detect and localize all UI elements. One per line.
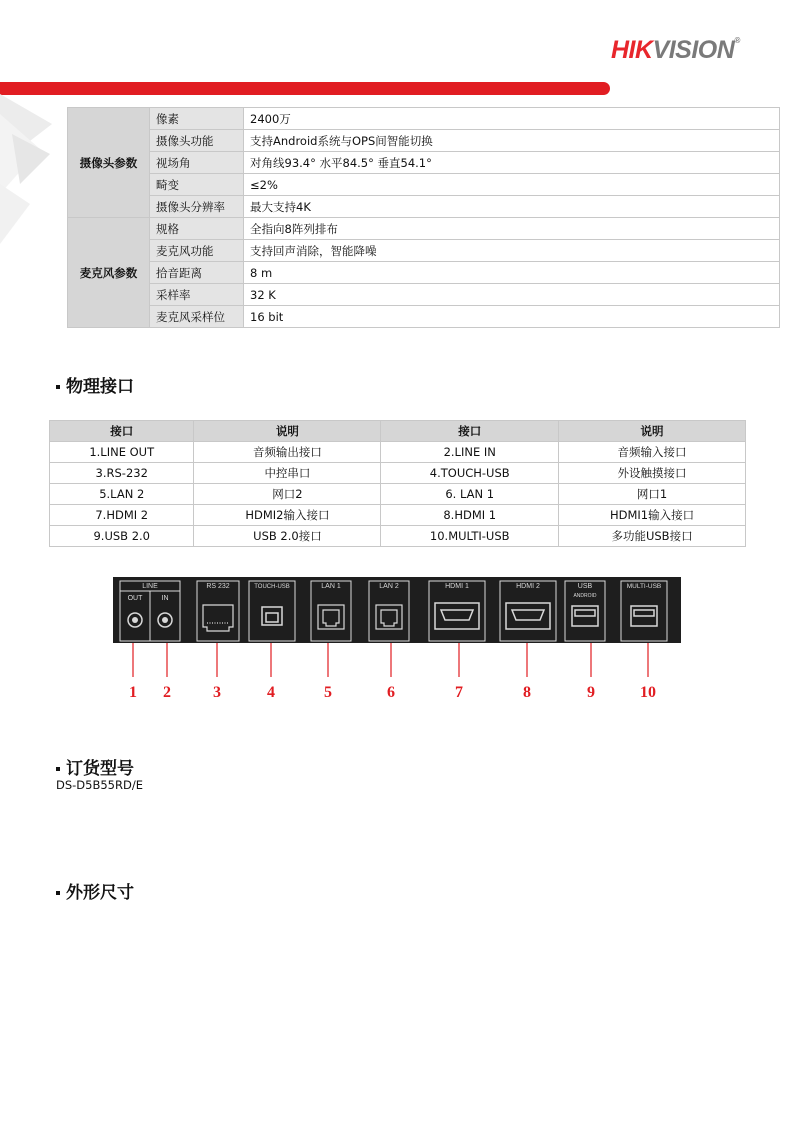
- label-android: ANDROID: [573, 593, 597, 599]
- label-lan1: LAN 1: [321, 583, 341, 590]
- section-title-order: 订货型号: [56, 754, 134, 779]
- interface-cell: 5.LAN 2: [50, 484, 194, 505]
- decorative-triangle-pattern: [0, 94, 60, 254]
- interface-cell: 网口2: [194, 484, 381, 505]
- interface-row: [50, 463, 746, 484]
- spec-row: [68, 284, 780, 306]
- interface-cell: HDMI1输入接口: [559, 505, 746, 526]
- interface-cell: 2.LINE IN: [381, 442, 559, 463]
- interface-header-cell: 接口: [381, 421, 559, 442]
- interface-header-cell: 接口: [50, 421, 194, 442]
- port-number-4: 4: [267, 684, 275, 701]
- label-hdmi1: HDMI 1: [445, 583, 469, 590]
- label-touch-usb: TOUCH-USB: [254, 584, 290, 590]
- interface-cell: 多功能USB接口: [559, 526, 746, 547]
- interface-cell: 9.USB 2.0: [50, 526, 194, 547]
- spec-row: [68, 130, 780, 152]
- spec-group-label: 摄像头参数: [68, 108, 150, 218]
- interface-header-cell: 说明: [559, 421, 746, 442]
- label-multi-usb: MULTI-USB: [626, 583, 662, 590]
- spec-param-name: 规格: [150, 218, 244, 240]
- spec-row: [68, 108, 780, 130]
- interface-cell: 4.TOUCH-USB: [381, 463, 559, 484]
- interface-row: [50, 442, 746, 463]
- interface-table: [49, 420, 746, 547]
- port-number-5: 5: [324, 684, 332, 701]
- spec-group-label: 麦克风参数: [68, 218, 150, 328]
- spec-param-value: 16 bit: [244, 306, 780, 328]
- spec-param-value: 全指向8阵列排布: [244, 218, 780, 240]
- label-in: IN: [161, 595, 169, 602]
- spec-param-value: 最大支持4K: [244, 196, 780, 218]
- label-hdmi2: HDMI 2: [516, 583, 540, 590]
- interface-cell: 7.HDMI 2: [50, 505, 194, 526]
- order-model-value: DS-D5B55RD/E: [56, 778, 143, 792]
- label-usb: USB: [577, 583, 593, 590]
- label-out: OUT: [127, 595, 143, 602]
- interface-cell: 外设触摸接口: [559, 463, 746, 484]
- port-number-8: 8: [523, 684, 531, 701]
- spec-param-value: ≤2%: [244, 174, 780, 196]
- interface-header-cell: 说明: [194, 421, 381, 442]
- spec-row: [68, 262, 780, 284]
- port-number-10: 10: [640, 684, 656, 701]
- section-title-dimensions: 外形尺寸: [56, 878, 134, 903]
- hikvision-logo: HIKVISION®: [611, 36, 740, 64]
- interface-cell: 音频输出接口: [194, 442, 381, 463]
- spec-param-value: 支持回声消除，智能降噪: [244, 240, 780, 262]
- spec-row: [68, 174, 780, 196]
- label-line: LINE: [142, 583, 158, 590]
- interface-row: [50, 526, 746, 547]
- interface-cell: 音频输入接口: [559, 442, 746, 463]
- spec-param-name: 畸变: [150, 174, 244, 196]
- spec-param-value: 32 K: [244, 284, 780, 306]
- spec-param-name: 拾音距离: [150, 262, 244, 284]
- label-rs232: RS 232: [206, 583, 230, 590]
- port-number-9: 9: [587, 684, 595, 701]
- interface-cell: 6. LAN 1: [381, 484, 559, 505]
- interface-cell: 网口1: [559, 484, 746, 505]
- port-number-1: 1: [129, 684, 137, 701]
- spec-row: [68, 240, 780, 262]
- interface-cell: 8.HDMI 1: [381, 505, 559, 526]
- spec-param-name: 麦克风功能: [150, 240, 244, 262]
- spec-table: [67, 107, 780, 328]
- spec-param-value: 8 m: [244, 262, 780, 284]
- port-number-2: 2: [163, 684, 171, 701]
- spec-row: [68, 152, 780, 174]
- interface-cell: 3.RS-232: [50, 463, 194, 484]
- interface-cell: 中控串口: [194, 463, 381, 484]
- spec-param-name: 摄像头功能: [150, 130, 244, 152]
- interface-row: [50, 505, 746, 526]
- port-number-3: 3: [213, 684, 221, 701]
- rear-panel-diagram: [113, 577, 681, 702]
- spec-row: [68, 218, 780, 240]
- spec-param-value: 支持Android系统与OPS间智能切换: [244, 130, 780, 152]
- spec-param-name: 视场角: [150, 152, 244, 174]
- spec-row: [68, 196, 780, 218]
- interface-cell: HDMI2输入接口: [194, 505, 381, 526]
- spec-param-name: 采样率: [150, 284, 244, 306]
- spec-param-name: 像素: [150, 108, 244, 130]
- section-title-interfaces: 物理接口: [56, 372, 134, 397]
- spec-row: [68, 306, 780, 328]
- spec-param-value: 2400万: [244, 108, 780, 130]
- interface-row: [50, 484, 746, 505]
- header-red-bar: [0, 82, 610, 95]
- interface-cell: USB 2.0接口: [194, 526, 381, 547]
- port-number-7: 7: [455, 684, 463, 701]
- spec-param-name: 麦克风采样位: [150, 306, 244, 328]
- interface-cell: 1.LINE OUT: [50, 442, 194, 463]
- spec-param-value: 对角线93.4° 水平84.5° 垂直54.1°: [244, 152, 780, 174]
- port-number-6: 6: [387, 684, 395, 701]
- interface-cell: 10.MULTI-USB: [381, 526, 559, 547]
- label-lan2: LAN 2: [379, 583, 399, 590]
- spec-param-name: 摄像头分辨率: [150, 196, 244, 218]
